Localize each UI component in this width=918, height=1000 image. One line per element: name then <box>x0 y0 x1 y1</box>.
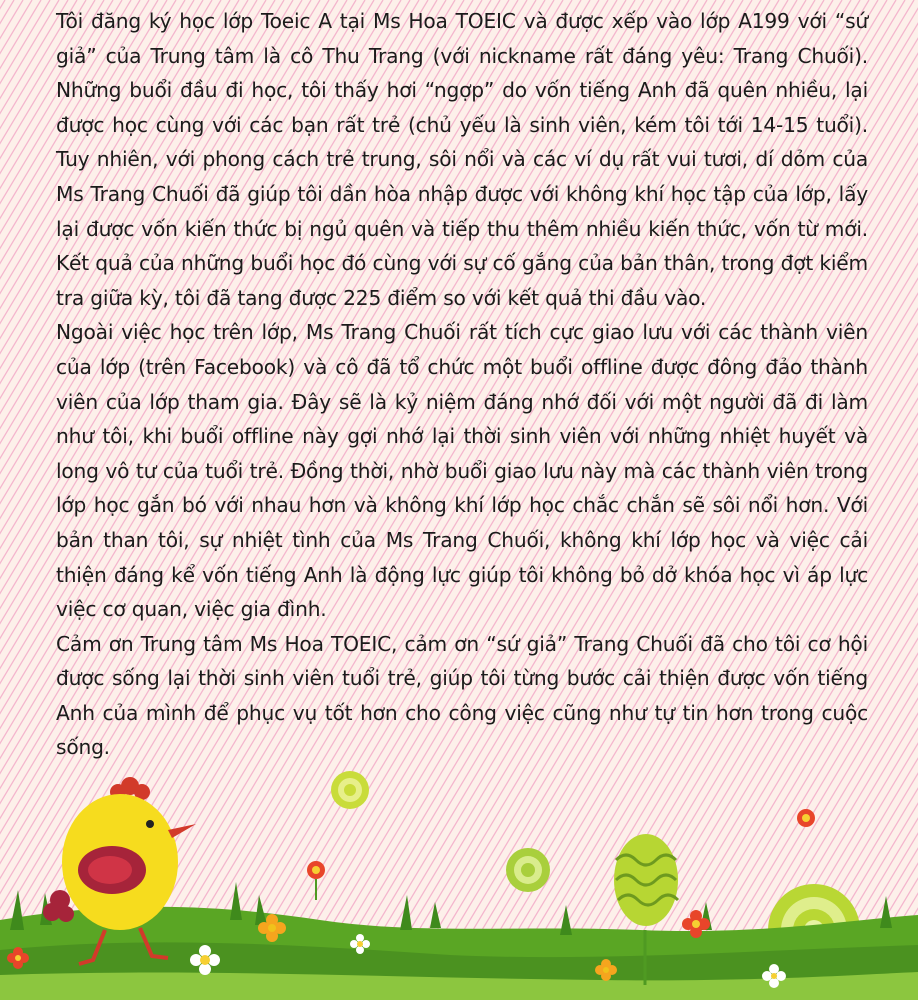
paragraph-3: Cảm ơn Trung tâm Ms Hoa TOEIC, cảm ơn “sứ giả” Trang Chuối đã cho tôi cơ hội được sống lại thời sinh viên tuổi trẻ, giúp tôi từng bước cải thiện được vốn tiếng Anh của mình để phục vụ tốt hơn cho công việc cũng như tự tin hơn trong cuộc sống. <box>56 631 868 760</box>
paragraph-2: Ngoài việc học trên lớp, Ms Trang Chuối rất tích cực giao lưu với các thành viên của lớp (trên Facebook) và cô đã tổ chức một buổi offline được đông đảo thành viên của lớp tham gia. Đây sẽ là kỷ niệm đáng nhớ đối với một người đã đi làm như tôi, khi buổi offline này gợi nhớ lại thời sinh viên với những nhiệt huyết và long vô tư của tuổi trẻ. Đồng thời, nhờ buổi giao lưu này mà các thành viên trong lớp học gắn bó với nhau hơn và không khí lớp học chắc chắn sẽ sôi nổi hơn. Với bản than tôi, sự nhiệt tình của Ms Trang Chuối, không khí lớp học và việc cải thiện đáng kể vốn tiếng Anh là động lực giúp tôi không bỏ dở khóa học vì áp lực việc cơ quan, việc gia đình. <box>56 320 868 622</box>
ring-circle-icon <box>506 848 550 892</box>
ring-circle-icon <box>331 771 369 809</box>
paragraph-1: Tôi đăng ký học lớp Toeic A tại Ms Hoa TOEIC và được xếp vào lớp A199 với “sứ giả” của Trung tâm là cô Thu Trang (với nickname rất đáng yêu: Trang Chuối). Những buổi đầu đi học, tôi thấy hơi “ngợp” do vốn tiếng Anh đã quên nhiều, lại được học cùng với các bạn rất trẻ (chủ yếu là sinh viên, kém tôi tới 14-15 tuổi). Tuy nhiên, với phong cách trẻ trung, sôi nổi và các ví dụ rất vui tươi, dí dỏm của Ms Trang Chuối đã giúp tôi dần hòa nhập được với không khí học tập của lớp, lấy lại được vốn kiến thức bị ngủ quên và tiếp thu thêm nhiều kiến thức, vốn từ mới. Kết quả của những buổi học đó cùng với sự cố gắng của bản thân, trong đợt kiểm tra giữa kỳ, tôi đã tang được 225 điểm so với kết quả thi đầu vào. <box>56 9 868 310</box>
flower-icon <box>797 809 815 827</box>
flower-icon <box>307 861 325 900</box>
